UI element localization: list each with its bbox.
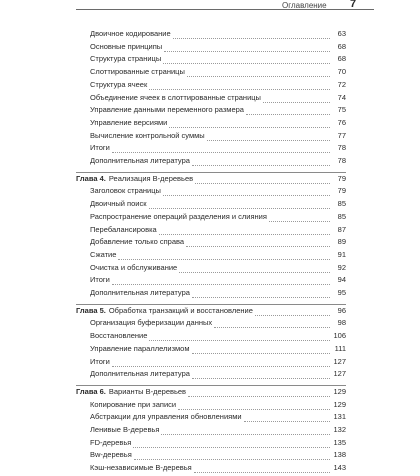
chapter-title: Варианты B-деревьев	[108, 386, 187, 396]
dot-leader	[149, 208, 330, 209]
toc-entry[interactable]	[90, 225, 346, 238]
entry-title: Восстановление	[90, 331, 148, 341]
toc-entry[interactable]	[90, 143, 346, 156]
entry-title: Вычисление контрольной суммы	[90, 130, 205, 140]
chapter-divider	[76, 385, 346, 386]
dot-leader	[134, 459, 330, 460]
toc-entry[interactable]	[90, 357, 346, 370]
dot-leader	[163, 195, 330, 196]
dot-leader	[133, 447, 330, 448]
chapter-label: Глава 5.	[76, 305, 106, 315]
toc-entry[interactable]	[90, 80, 346, 93]
toc-entry[interactable]	[90, 263, 346, 276]
dot-leader	[246, 114, 330, 115]
page-ref: 129	[333, 399, 346, 409]
toc-entry[interactable]	[90, 237, 346, 250]
page-ref: 111	[334, 343, 346, 353]
toc-entry[interactable]	[90, 118, 346, 131]
page-ref: 76	[337, 117, 346, 127]
dot-leader	[161, 434, 330, 435]
page-ref: 91	[337, 249, 346, 259]
entry-title: Перебалансировка	[90, 224, 157, 234]
page-ref: 138	[333, 450, 346, 460]
dot-leader	[187, 76, 330, 77]
dot-leader	[118, 259, 330, 260]
page-ref: 95	[337, 288, 346, 297]
page-ref: 127	[333, 369, 346, 379]
page-ref: 106	[333, 331, 346, 341]
entry-title: Структура ячеек	[90, 79, 148, 89]
dot-leader	[194, 472, 330, 473]
page-ref: 127	[333, 356, 346, 366]
page-ref: 75	[337, 105, 346, 115]
entry-title: Дополнительная литература	[90, 369, 190, 379]
toc-entry[interactable]	[90, 400, 346, 413]
page-ref: 78	[337, 156, 346, 165]
page-ref: 87	[337, 224, 346, 234]
page-ref: 92	[337, 262, 346, 272]
chapter-divider	[76, 304, 346, 305]
entry-title: Организация буферизации данных	[90, 318, 213, 328]
entry-title: Итоги	[90, 275, 110, 285]
dot-leader	[192, 378, 330, 379]
toc-entry[interactable]	[90, 288, 346, 301]
toc-entry[interactable]	[90, 42, 346, 55]
toc-entry[interactable]	[90, 250, 346, 263]
toc-entry[interactable]	[90, 318, 346, 331]
entry-title: Ленивые B-деревья	[90, 425, 160, 434]
page-ref: 79	[337, 173, 346, 183]
dot-leader	[195, 183, 330, 184]
dot-leader	[159, 234, 330, 235]
page-ref: 129	[333, 386, 346, 396]
page-ref: 131	[333, 412, 346, 422]
entry-title: Добавление только справа	[90, 237, 185, 247]
page-ref: 79	[337, 186, 346, 196]
page-ref: 68	[337, 41, 346, 51]
chapter-label: Глава 4.	[76, 173, 106, 183]
dot-leader	[192, 353, 330, 354]
toc-entry[interactable]	[90, 105, 346, 118]
running-title: Оглавление	[282, 1, 327, 10]
dot-leader	[112, 284, 330, 285]
toc-entry[interactable]	[90, 463, 346, 476]
toc-entry[interactable]	[90, 186, 346, 199]
dot-leader	[163, 63, 330, 64]
dot-leader	[149, 89, 330, 90]
page-ref: 63	[337, 29, 346, 38]
entry-title: Управление версиями	[90, 117, 168, 127]
entry-title: Сжатие	[90, 249, 117, 259]
dot-leader	[173, 38, 330, 39]
toc-entry[interactable]	[90, 425, 346, 438]
entry-title: Дополнительная литература	[90, 288, 190, 297]
entry-title: Копирование при записи	[90, 399, 177, 409]
toc-entry[interactable]	[90, 199, 346, 212]
entry-title: Слоттированные страницы	[90, 67, 185, 77]
page-ref: 85	[337, 211, 346, 221]
page-ref: 89	[337, 237, 346, 247]
page-ref: 143	[333, 463, 346, 473]
entry-title: FD-деревья	[90, 437, 132, 447]
toc-entry[interactable]	[90, 412, 346, 425]
toc-chapter-chapter5[interactable]	[76, 306, 346, 319]
toc-entry[interactable]	[90, 450, 346, 463]
toc-entry[interactable]	[90, 344, 346, 357]
entry-title: Bw-деревья	[90, 450, 132, 460]
toc-entry[interactable]	[90, 275, 346, 288]
page-header	[0, 0, 420, 16]
page-ref: 68	[337, 54, 346, 64]
toc-entry[interactable]	[90, 156, 346, 169]
toc-entry[interactable]	[90, 67, 346, 80]
dot-leader	[112, 152, 330, 153]
toc-chapter-chapter6[interactable]	[76, 387, 346, 400]
dot-leader	[179, 272, 330, 273]
toc-entry[interactable]	[90, 131, 346, 144]
page-number: 7	[350, 0, 357, 10]
dot-leader	[214, 327, 330, 328]
chapter-label: Глава 6.	[76, 386, 106, 396]
dot-leader	[178, 409, 330, 410]
entry-title: Управление параллелизмом	[90, 343, 190, 353]
toc-entry[interactable]	[90, 331, 346, 344]
page-ref: 94	[337, 275, 346, 285]
dot-leader	[244, 421, 330, 422]
page-ref: 96	[337, 305, 346, 315]
chapter-title: Реализация B-деревьев	[108, 173, 194, 183]
dot-leader	[263, 102, 330, 103]
entry-title: Основные принципы	[90, 41, 163, 51]
entry-title: Очистка и обслуживание	[90, 262, 178, 272]
entry-title: Двоичный поиск	[90, 199, 147, 209]
toc-entry[interactable]	[90, 29, 346, 42]
toc-entry[interactable]	[90, 212, 346, 225]
dot-leader	[164, 51, 330, 52]
dot-leader	[255, 315, 330, 316]
entry-title: Кэш-независимые B-деревья	[90, 463, 192, 473]
toc-chapter-chapter4[interactable]	[76, 174, 346, 187]
toc-entry[interactable]	[90, 93, 346, 106]
dot-leader	[269, 221, 330, 222]
chapter-title: Обработка транзакций и восстановление	[108, 305, 253, 315]
dot-leader	[169, 127, 330, 128]
dot-leader	[149, 340, 330, 341]
entry-title: Заголовок страницы	[90, 186, 161, 196]
dot-leader	[192, 297, 330, 298]
dot-leader	[192, 165, 330, 166]
entry-title: Абстракции для управления обновлениями	[90, 412, 242, 422]
toc-entry[interactable]	[90, 54, 346, 67]
entry-title: Итоги	[90, 356, 110, 366]
page-ref: 77	[337, 130, 346, 140]
entry-title: Управление данными переменного размера	[90, 105, 244, 115]
entry-title: Дополнительная литература	[90, 156, 190, 165]
page-ref: 85	[337, 199, 346, 209]
page-ref: 74	[337, 92, 346, 102]
chapter-divider	[76, 172, 346, 173]
dot-leader	[112, 366, 330, 367]
entry-title: Распространение операций разделения и слияния	[90, 211, 267, 221]
dot-leader	[188, 396, 330, 397]
page-ref: 135	[333, 437, 346, 447]
toc-entry[interactable]	[90, 438, 346, 451]
page-ref: 132	[333, 425, 346, 434]
toc-entry[interactable]	[90, 369, 346, 382]
entry-title: Итоги	[90, 143, 110, 153]
page-ref: 70	[337, 67, 346, 77]
entry-title: Двоичное кодирование	[90, 29, 171, 38]
entry-title: Объединение ячеек в слоттированные страницы	[90, 92, 261, 102]
entry-title: Структура страницы	[90, 54, 162, 64]
header-rule	[76, 9, 374, 10]
page-ref: 98	[337, 318, 346, 328]
dot-leader	[207, 140, 330, 141]
page-ref: 72	[337, 79, 346, 89]
dot-leader	[186, 246, 330, 247]
page-ref: 78	[337, 143, 346, 153]
